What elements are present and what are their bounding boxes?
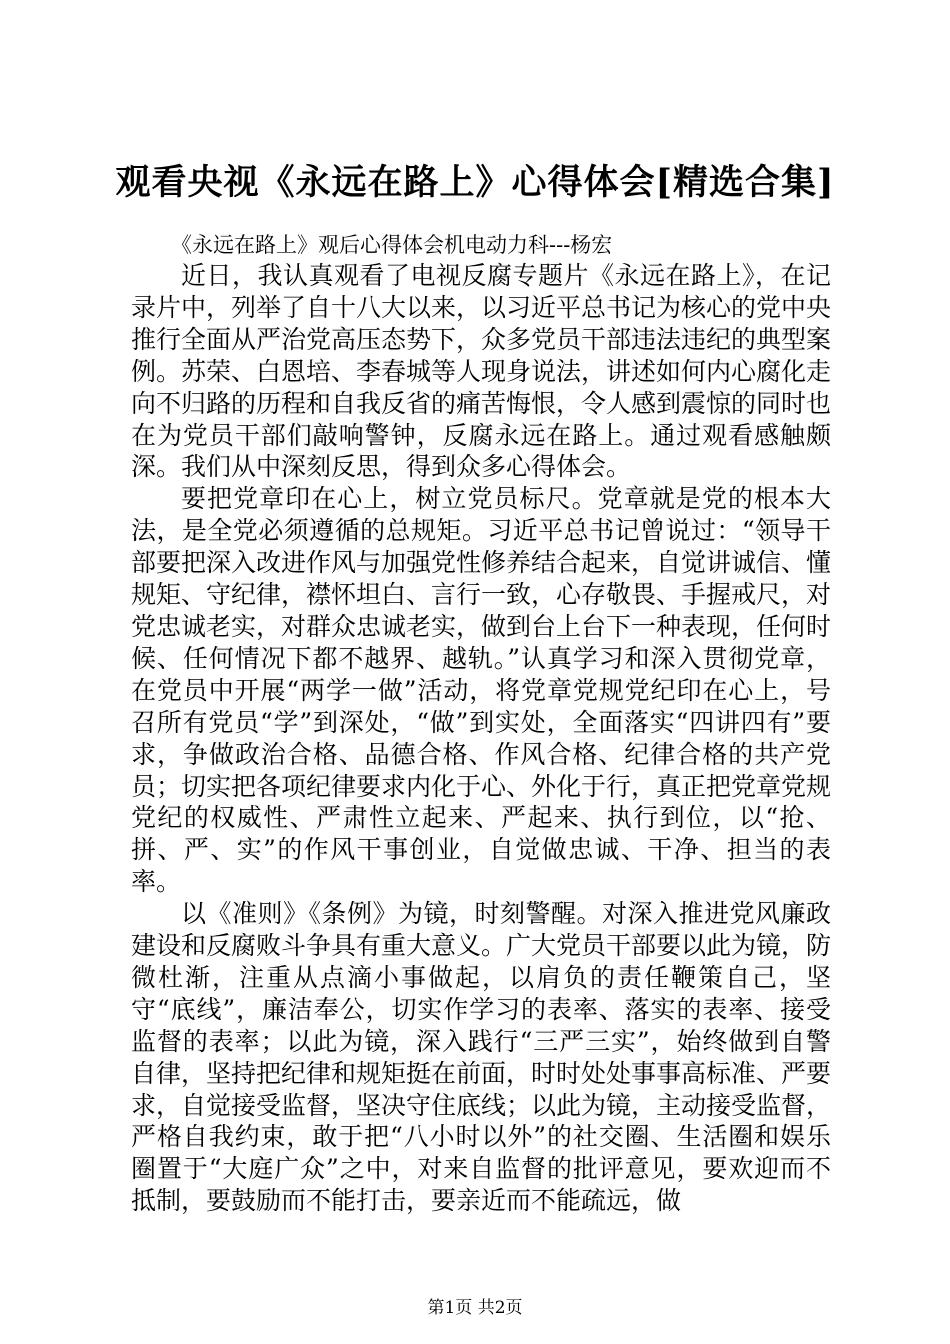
- document-subtitle: 《永远在路上》观后心得体会机电动力科---杨宏: [171, 233, 613, 257]
- paragraph-2: 要把党章印在心上，树立党员标尺。党章就是党的根本大法，是全党必须遵循的总规矩。习近平总书记曾说过：“领导干部要把深入改进作风与加强党性修养结合起来，自觉讲诚信、懂规矩、守纪律，襟怀坦白、言行一致，心存敬畏、手握戒尺，对党忠诚老实，对群众忠诚老实，做到台上台下一种表现，任何时候、任何情况下都不越界、越轨。”认真学习和深入贯彻党章，在党员中开展“两学一做”活动，将党章党规党纪印在心上，号召所有党员“学”到深处，“做”到实处，全面落实“四讲四有”要求，争做政治合格、品德合格、作风合格、纪律合格的共产党员；切实把各项纪律要求内化于心、外化于行，真正把党章党规党纪的权威性、严肃性立起来、严起来、执行到位，以“抢、拼、严、实”的作风干事创业，自觉做忠诚、干净、担当的表率。: [131, 484, 832, 897]
- paragraph-1: 近日，我认真观看了电视反腐专题片《永远在路上》，在记录片中，列举了自十八大以来，以习近平总书记为核心的党中央推行全面从严治党高压态势下，众多党员干部违法违纪的典型案例。苏荣、白恩培、李春城等人现身说法，讲述如何内心腐化走向不归路的历程和自我反省的痛苦悔恨，令人感到震惊的同时也在为党员干部们敲响警钟，反腐永远在路上。通过观看感触颇深。我们从中深刻反思，得到众多心得体会。: [131, 261, 832, 482]
- page-footer: 第1页 共2页: [427, 1298, 523, 1318]
- document-title: 观看央视《永远在路上》心得体会[精选合集]: [115, 162, 835, 203]
- document-body: [131, 230, 831, 1217]
- paragraph-3: 以《准则》《条例》为镜，时刻警醒。对深入推进党风廉政建设和反腐败斗争具有重大意义。广大党员干部要以此为镜，防微杜渐，注重从点滴小事做起，以肩负的责任鞭策自己，坚守“底线”，廉洁奉公，切实作学习的表率、落实的表率、接受监督的表率；以此为镜，深入践行“三严三实”，始终做到自警自律，坚持把纪律和规矩挺在前面，时时处处事事高标准、严要求，自觉接受监督，坚决守住底线；以此为镜，主动接受监督，严格自我约束，敢于把“八小时以外”的社交圈、生活圈和娱乐圈置于“大庭广众”之中，对来自监督的批评意见，要欢迎而不抵制，要鼓励而不能打击，要亲近而不能疏远，做: [131, 899, 832, 1216]
